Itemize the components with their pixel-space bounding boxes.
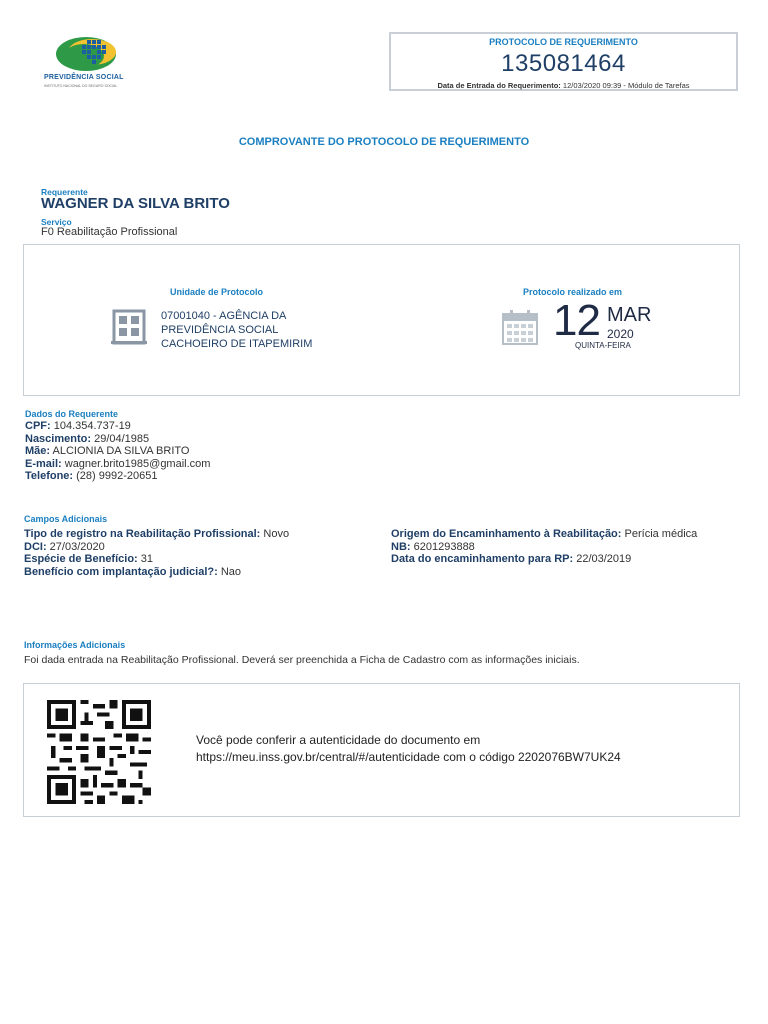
document-title: COMPROVANTE DO PROTOCOLO DE REQUERIMENTO	[238, 136, 530, 148]
calendar-icon	[501, 308, 539, 346]
field-label: Origem do Encaminhamento à Reabilitação:	[391, 528, 622, 540]
protocol-number: 135081464	[501, 50, 626, 77]
field-value: 104.354.737-19	[53, 420, 131, 432]
additional-info-text: Foi dada entrada na Reabilitação Profissional. Deverá ser preenchida a Ficha de Cadastro com as informações iniciais.	[24, 654, 580, 666]
field-value: (28) 9992-20651	[76, 470, 158, 483]
data-row	[25, 470, 210, 483]
field-label: Tipo de registro na Reabilitação Profissional:	[24, 528, 261, 540]
data-row	[391, 528, 697, 541]
unit-title: Unidade de Protocolo	[170, 287, 264, 297]
field-label: Espécie de Benefício:	[24, 553, 138, 566]
unit-address-line: PREVIDÊNCIA SOCIAL	[161, 324, 279, 336]
protocol-title: PROTOCOLO DE REQUERIMENTO	[489, 37, 638, 47]
field-value: ALCIONIA DA SILVA BRITO	[52, 445, 190, 458]
additional-fields-right	[391, 528, 697, 566]
previdencia-logo	[42, 34, 134, 92]
field-value: wagner.brito1985@gmail.com	[64, 457, 211, 470]
protocol-month: MAR	[607, 304, 652, 326]
previdencia-emblem-icon	[42, 34, 134, 74]
protocol-day: 12	[553, 296, 600, 345]
requester-label: Requerente	[41, 187, 88, 197]
data-row	[391, 553, 697, 566]
service-value: F0 Reabilitação Profissional	[41, 226, 178, 238]
data-row	[25, 433, 210, 446]
protocol-year: 2020	[607, 327, 634, 341]
field-label: Benefício com implantação judicial?:	[24, 565, 218, 578]
field-value: 31	[140, 553, 154, 566]
logo-name: PREVIDÊNCIA SOCIAL	[44, 74, 124, 81]
authenticity-url: https://meu.inss.gov.br/central/#/autenticidade com o código 2202076BW7UK24	[196, 750, 621, 764]
requester-data-title: Dados do Requerente	[25, 409, 119, 419]
unit-address-line: 07001040 - AGÊNCIA DA	[161, 310, 287, 322]
data-row	[25, 420, 210, 433]
protocol-weekday: QUINTA-FEIRA	[575, 341, 631, 350]
additional-fields-left	[24, 528, 289, 578]
field-value: 27/03/2020	[49, 540, 105, 553]
field-label: Data do encaminhamento para RP:	[391, 553, 574, 566]
logo-subtitle: INSTITUTO NACIONAL DO SEGURO SOCIAL	[44, 84, 118, 88]
field-label: CPF:	[25, 420, 51, 432]
protocol-entry-date	[391, 81, 736, 90]
realized-title: Protocolo realizado em	[523, 287, 623, 297]
authenticity-text	[196, 732, 621, 766]
field-label: Telefone:	[25, 470, 74, 483]
service-label: Serviço	[41, 217, 72, 227]
field-label: Mãe:	[25, 445, 51, 458]
entry-value: 12/03/2020 09:39 - Módulo de Tarefas	[562, 81, 690, 90]
qr-code-icon	[47, 700, 151, 804]
requester-name: WAGNER DA SILVA BRITO	[41, 195, 230, 212]
data-row	[25, 445, 210, 458]
field-value: 29/04/1985	[94, 432, 150, 445]
data-row	[24, 553, 289, 566]
unit-address	[161, 309, 312, 351]
data-row	[25, 458, 210, 471]
field-value: 6201293888	[413, 540, 475, 553]
field-value: Novo	[263, 528, 290, 540]
additional-fields-title: Campos Adicionais	[24, 514, 108, 524]
field-label: DCI:	[24, 540, 47, 553]
unit-address-line: CACHOEIRO DE ITAPEMIRIM	[161, 338, 313, 350]
data-row	[24, 528, 289, 541]
data-row	[24, 541, 289, 554]
additional-info-title: Informações Adicionais	[24, 640, 126, 650]
field-label: Nascimento:	[25, 432, 92, 445]
data-row	[391, 541, 697, 554]
field-value: Perícia médica	[624, 528, 698, 540]
entry-label: Data de Entrada do Requerimento:	[437, 81, 561, 90]
protocol-box	[389, 32, 738, 91]
field-label: NB:	[391, 540, 411, 553]
requester-data-list	[25, 420, 210, 483]
authenticity-line: Você pode conferir a autenticidade do documento em	[196, 733, 481, 747]
building-icon	[111, 309, 147, 345]
data-row	[24, 566, 289, 579]
field-value: 22/03/2019	[576, 553, 632, 566]
field-label: E-mail:	[25, 457, 62, 470]
field-value: Nao	[220, 565, 242, 578]
